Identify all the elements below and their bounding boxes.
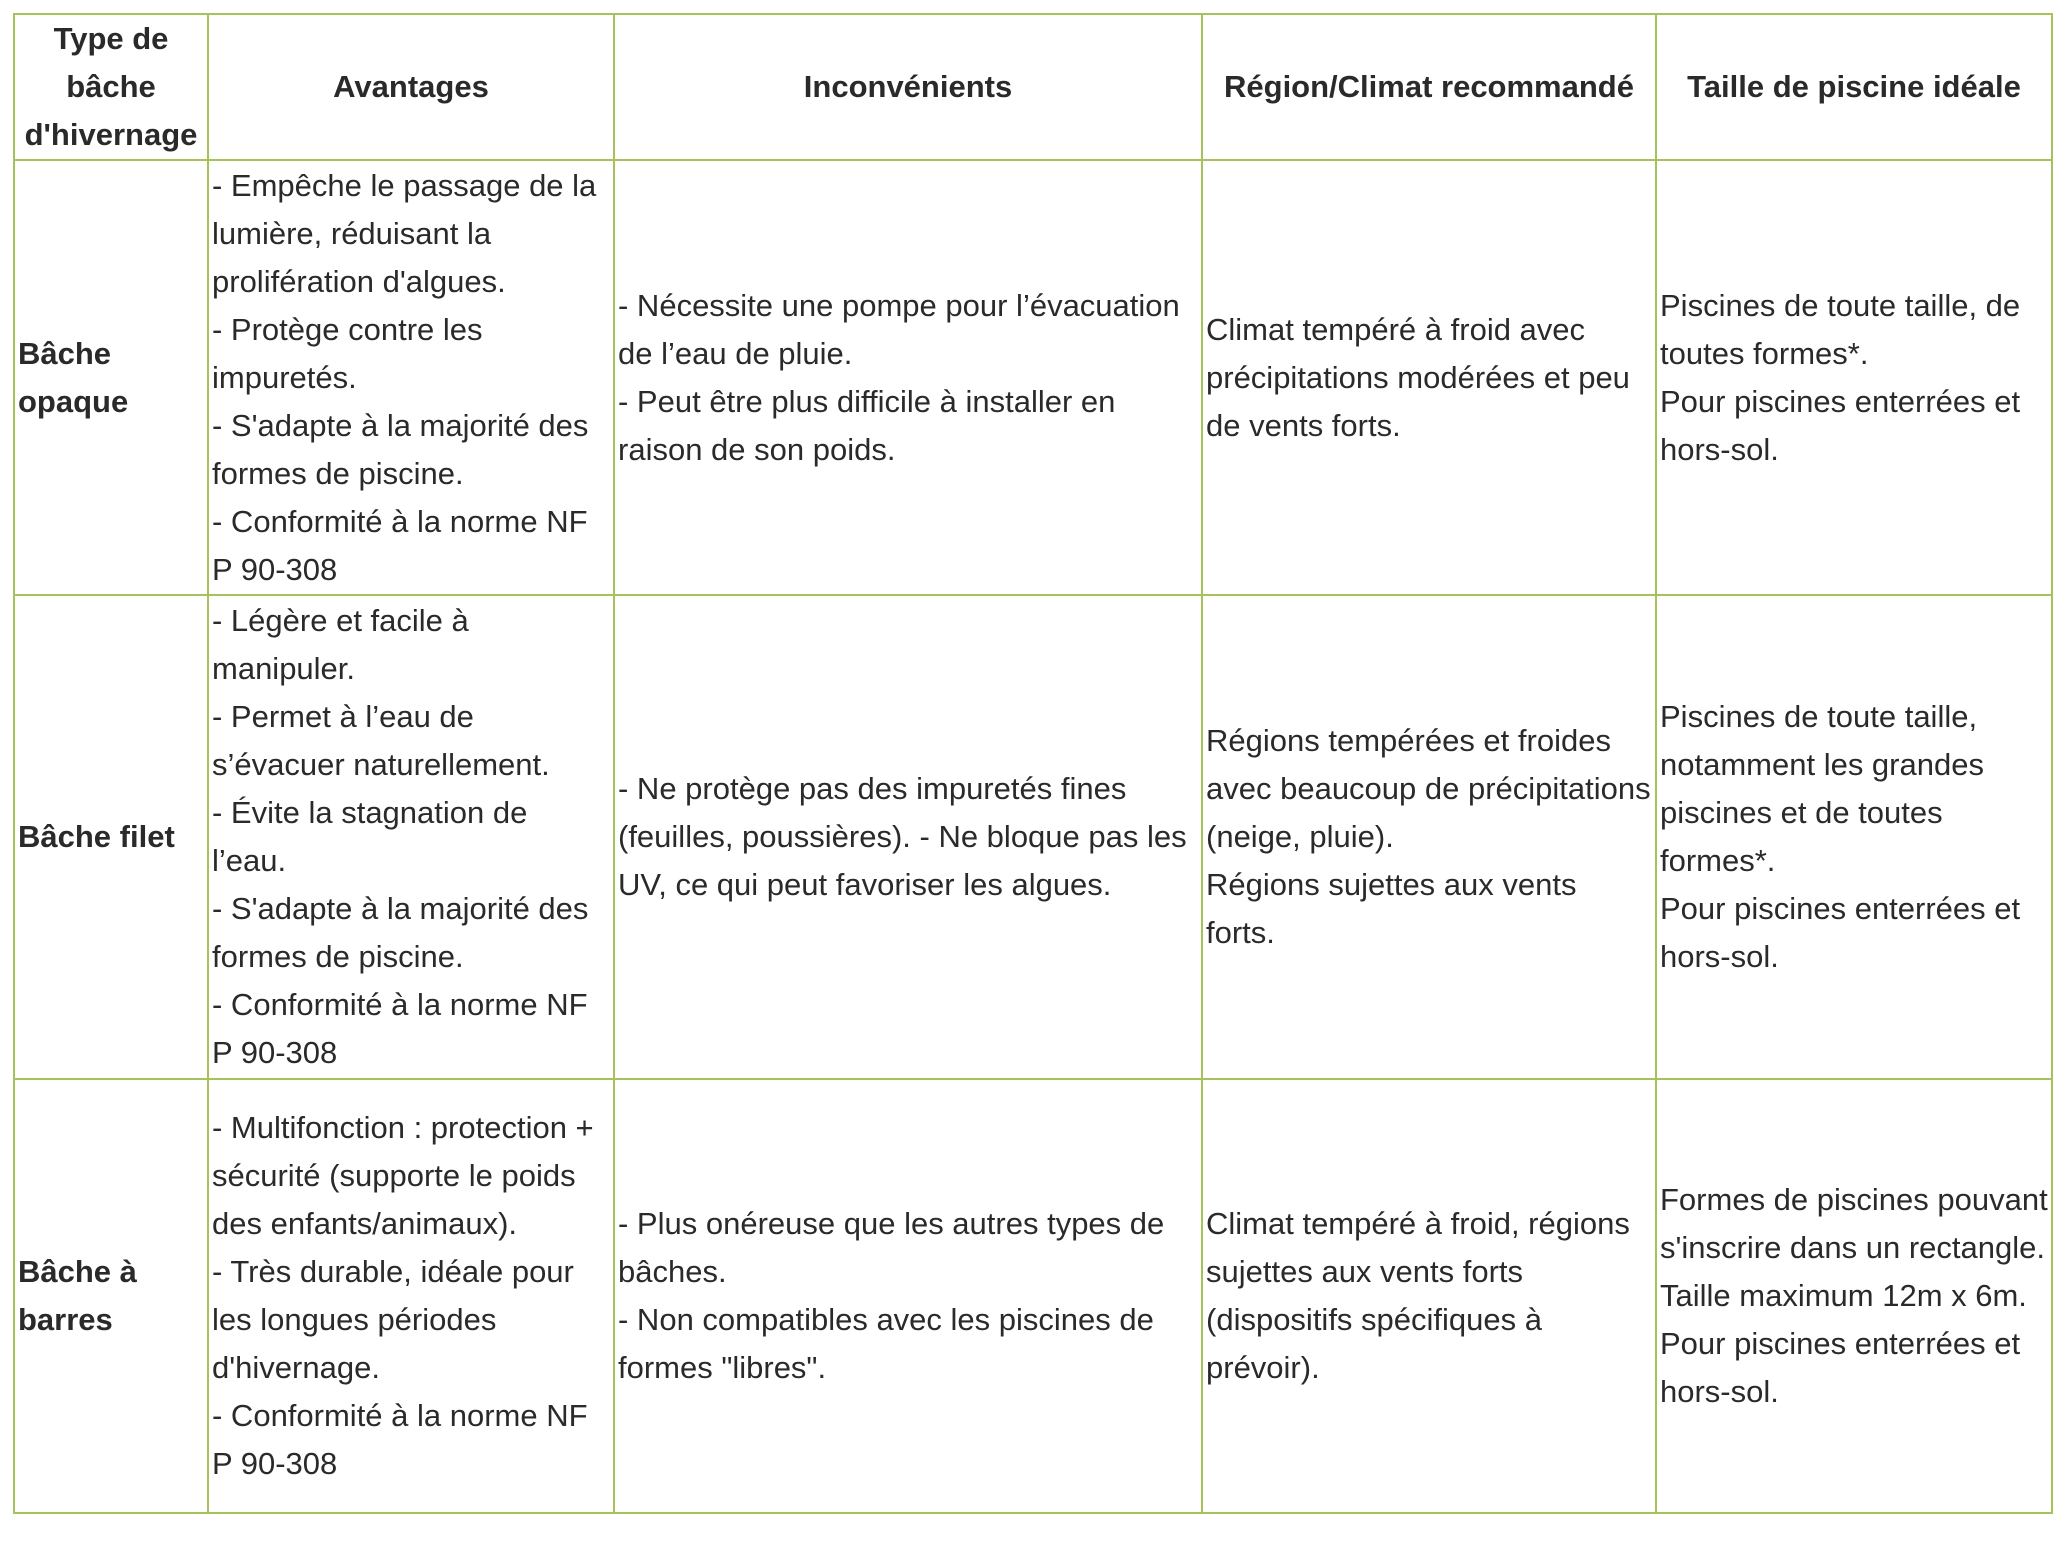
cell-line: - Très durable, idéale pour les longues périodes d'hivernage. xyxy=(212,1254,574,1385)
table-row xyxy=(14,1079,2052,1513)
cell-line: - Conformité à la norme NF P 90-308 xyxy=(212,987,588,1070)
cell-avantages xyxy=(208,160,614,595)
cell-type: Bâche opaque xyxy=(14,160,208,595)
header-inconvenients: Inconvénients xyxy=(614,14,1202,160)
cell-line: - Peut être plus difficile à installer en raison de son poids. xyxy=(618,383,1116,467)
cell-line: - Légère et facile à manipuler. xyxy=(212,603,469,686)
cell-line: Climat tempéré à froid avec précipitations modérées et peu de vents forts. xyxy=(1206,311,1630,443)
cell-line: - Conformité à la norme NF P 90-308 xyxy=(212,1398,588,1481)
cell-line: Climat tempéré à froid, régions sujettes aux vents forts (dispositifs spécifiques à prévoir). xyxy=(1206,1206,1630,1385)
cell-type: Bâche à barres xyxy=(14,1079,208,1513)
cell-inconvenients xyxy=(614,160,1202,595)
header-climat: Région/Climat recommandé xyxy=(1202,14,1656,160)
cell-line: - Conformité à la norme NF P 90-308 xyxy=(212,503,588,587)
cell-type: Bâche filet xyxy=(14,595,208,1079)
cell-line: - S'adapte à la majorité des formes de piscine. xyxy=(212,407,589,491)
table-row xyxy=(14,595,2052,1079)
cell-line: - Empêche le passage de la lumière, réduisant la prolifération d'algues. xyxy=(212,167,597,299)
cell-inconvenients xyxy=(614,595,1202,1079)
cell-climat xyxy=(1202,1079,1656,1513)
cell-taille xyxy=(1656,1079,2052,1513)
header-taille: Taille de piscine idéale xyxy=(1656,14,2052,160)
cell-line: Pour piscines enterrées et hors-sol. xyxy=(1660,891,2021,974)
cell-line: - Ne protège pas des impuretés fines (feuilles, poussières). - Ne bloque pas les UV, ce qui peut favoriser les algues. xyxy=(618,771,1187,902)
cell-climat xyxy=(1202,160,1656,595)
cell-line: - Multifonction : protection + sécurité (supporte le poids des enfants/animaux). xyxy=(212,1110,594,1241)
cell-inconvenients xyxy=(614,1079,1202,1513)
comparison-table-container xyxy=(13,13,2053,1514)
cell-line: - Permet à l’eau de s’évacuer naturellement. xyxy=(212,699,550,782)
cell-line: Régions sujettes aux vents forts. xyxy=(1206,867,1577,950)
header-type: Type de bâche d'hivernage xyxy=(14,14,208,160)
cell-line: - Non compatibles avec les piscines de formes "libres". xyxy=(618,1302,1154,1385)
cell-line: Taille maximum 12m x 6m. xyxy=(1660,1278,2027,1313)
winter-cover-comparison-table xyxy=(13,13,2053,1514)
cell-avantages xyxy=(208,595,614,1079)
cell-line: - Protège contre les impuretés. xyxy=(212,311,483,395)
cell-taille xyxy=(1656,595,2052,1079)
header-avantages: Avantages xyxy=(208,14,614,160)
cell-line: Pour piscines enterrées et hors-sol. xyxy=(1660,1326,2021,1409)
cell-line: Régions tempérées et froides avec beaucoup de précipitations (neige, pluie). xyxy=(1206,723,1651,854)
cell-line: - Évite la stagnation de l’eau. xyxy=(212,795,528,878)
cell-line: - S'adapte à la majorité des formes de piscine. xyxy=(212,891,589,974)
header-row xyxy=(14,14,2052,160)
cell-climat xyxy=(1202,595,1656,1079)
cell-line: - Plus onéreuse que les autres types de bâches. xyxy=(618,1206,1165,1289)
cell-line: Piscines de toute taille, notamment les grandes piscines et de toutes formes*. xyxy=(1660,699,1984,878)
cell-avantages xyxy=(208,1079,614,1513)
cell-line: - Nécessite une pompe pour l’évacuation de l’eau de pluie. xyxy=(618,287,1180,371)
cell-line: Piscines de toute taille, de toutes formes*. xyxy=(1660,287,2021,371)
table-row xyxy=(14,160,2052,595)
cell-line: Pour piscines enterrées et hors-sol. xyxy=(1660,383,2021,467)
cell-line: Formes de piscines pouvant s'inscrire dans un rectangle. xyxy=(1660,1182,2048,1265)
cell-taille xyxy=(1656,160,2052,595)
